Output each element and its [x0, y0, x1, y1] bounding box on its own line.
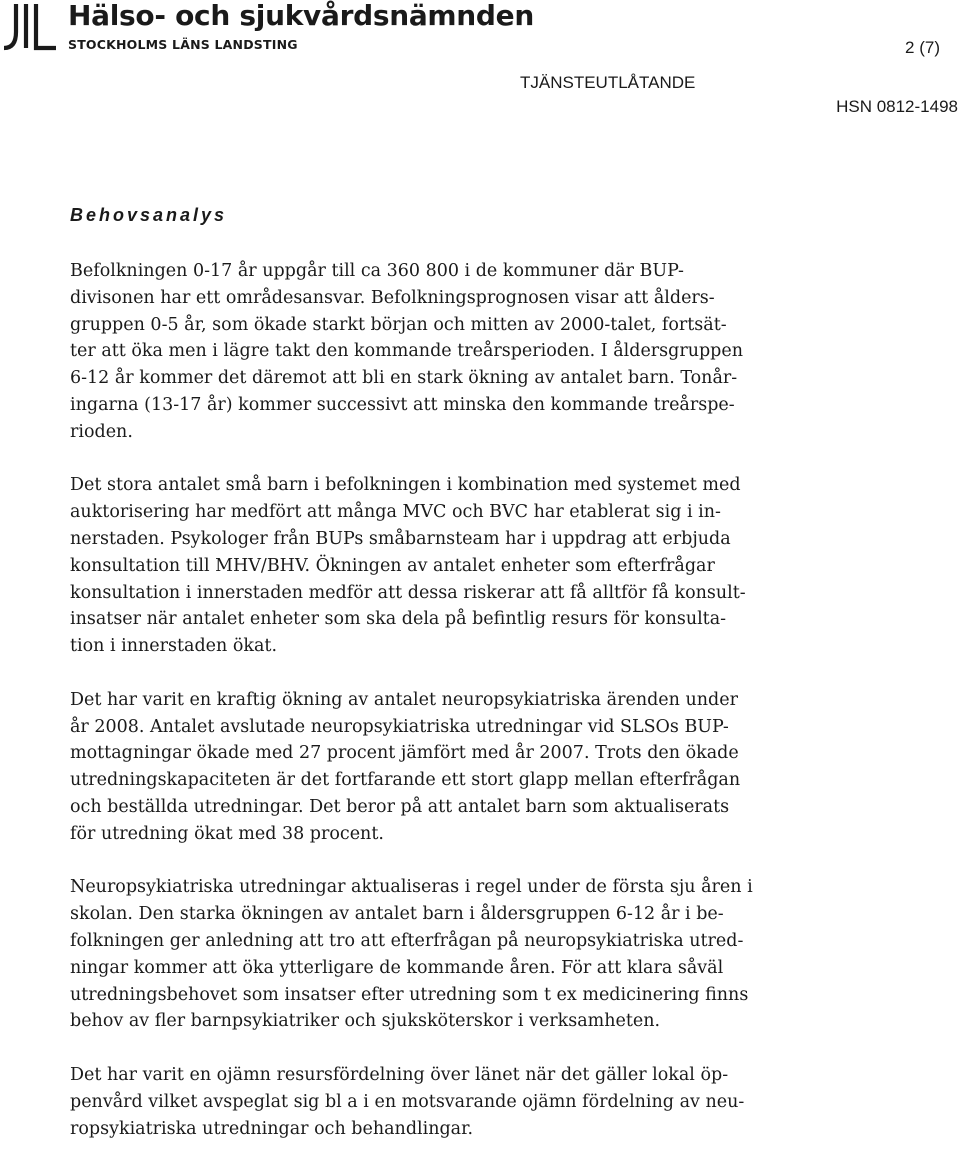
document-body — [70, 258, 780, 1169]
text-line: divisonen har ett områdesansvar. Befolkningsprognosen visar att ålders- — [70, 287, 715, 308]
sll-logo-icon — [2, 2, 58, 52]
text-line: tion i innerstaden ökat. — [70, 636, 278, 657]
text-line: gruppen 0-5 år, som ökade starkt början och mitten av 2000-talet, fortsät- — [70, 314, 727, 335]
text-line: insatser när antalet enheter som ska dela på befintlig resurs för konsulta- — [70, 609, 727, 630]
text-line: Det har varit en ojämn resursfördelning över länet när det gäller lokal öp- — [70, 1064, 729, 1085]
text-line: år 2008. Antalet avslutade neuropsykiatriska utredningar vid SLSOs BUP- — [70, 716, 729, 737]
paragraph — [70, 687, 780, 848]
text-line: folkningen ger anledning att tro att efterfrågan på neuropsykiatriska utred- — [70, 930, 744, 951]
text-line: konsultation i innerstaden medför att dessa riskerar att få alltför få konsult- — [70, 582, 746, 603]
paragraph — [70, 472, 780, 660]
section-heading: Behovsanalys — [70, 205, 228, 225]
org-logo — [2, 0, 534, 54]
text-line: mottagningar ökade med 27 procent jämfört med år 2007. Trots den ökade — [70, 743, 739, 764]
text-line: för utredning ökat med 38 procent. — [70, 823, 384, 844]
org-subtitle: STOCKHOLMS LÄNS LANDSTING — [68, 37, 298, 52]
text-line: och beställda utredningar. Det beror på att antalet barn som aktualiserats — [70, 796, 730, 817]
text-line: nerstaden. Psykologer från BUPs småbarnsteam har i uppdrag att erbjuda — [70, 528, 731, 549]
paragraph — [70, 1062, 780, 1142]
text-line: utredningskapaciteten är det fortfarande ett stort glapp mellan efterfrågan — [70, 770, 741, 791]
text-line: Det har varit en kraftig ökning av antalet neuropsykiatriska ärenden under — [70, 689, 738, 710]
text-line: ingarna (13-17 år) kommer successivt att minska den kommande treårspe- — [70, 394, 735, 415]
text-line: skolan. Den starka ökningen av antalet barn i åldersgruppen 6-12 år i be- — [70, 904, 724, 925]
text-line: behov av fler barnpsykiatriker och sjuksköterskor i verksamheten. — [70, 1011, 661, 1032]
text-line: Befolkningen 0-17 år uppgår till ca 360 800 i de kommuner där BUP- — [70, 261, 684, 281]
paragraph — [70, 874, 780, 1035]
paragraph — [70, 258, 780, 446]
page-number: 2 (7) — [905, 38, 940, 57]
text-line: 6-12 år kommer det däremot att bli en stark ökning av antalet barn. Tonår- — [70, 368, 738, 389]
document-type: TJÄNSTEUTLÅTANDE — [520, 73, 696, 92]
text-line: penvård vilket avspeglat sig bl a i en motsvarande ojämn fördelning av neu- — [70, 1091, 745, 1112]
text-line: auktorisering har medfört att många MVC och BVC har etablerat sig i in- — [70, 502, 721, 523]
text-line: Det stora antalet små barn i befolkningen i kombination med systemet med — [70, 475, 741, 496]
text-line: rioden. — [70, 421, 133, 442]
document-reference: HSN 0812-1498 — [836, 97, 958, 116]
org-name: Hälso- och sjukvårdsnämnden — [68, 0, 534, 32]
text-line: Neuropsykiatriska utredningar aktualiseras i regel under de första sju åren i — [70, 877, 753, 898]
text-line: ningar kommer att öka ytterligare de kommande åren. För att klara såväl — [70, 957, 724, 978]
text-line: ropsykiatriska utredningar och behandlingar. — [70, 1118, 474, 1139]
text-line: ter att öka men i lägre takt den kommande treårsperioden. I åldersgruppen — [70, 341, 744, 362]
text-line: konsultation till MHV/BHV. Ökningen av antalet enheter som efterfrågar — [70, 555, 715, 576]
text-line: utredningsbehovet som insatser efter utredning som t ex medicinering finns — [70, 984, 749, 1005]
